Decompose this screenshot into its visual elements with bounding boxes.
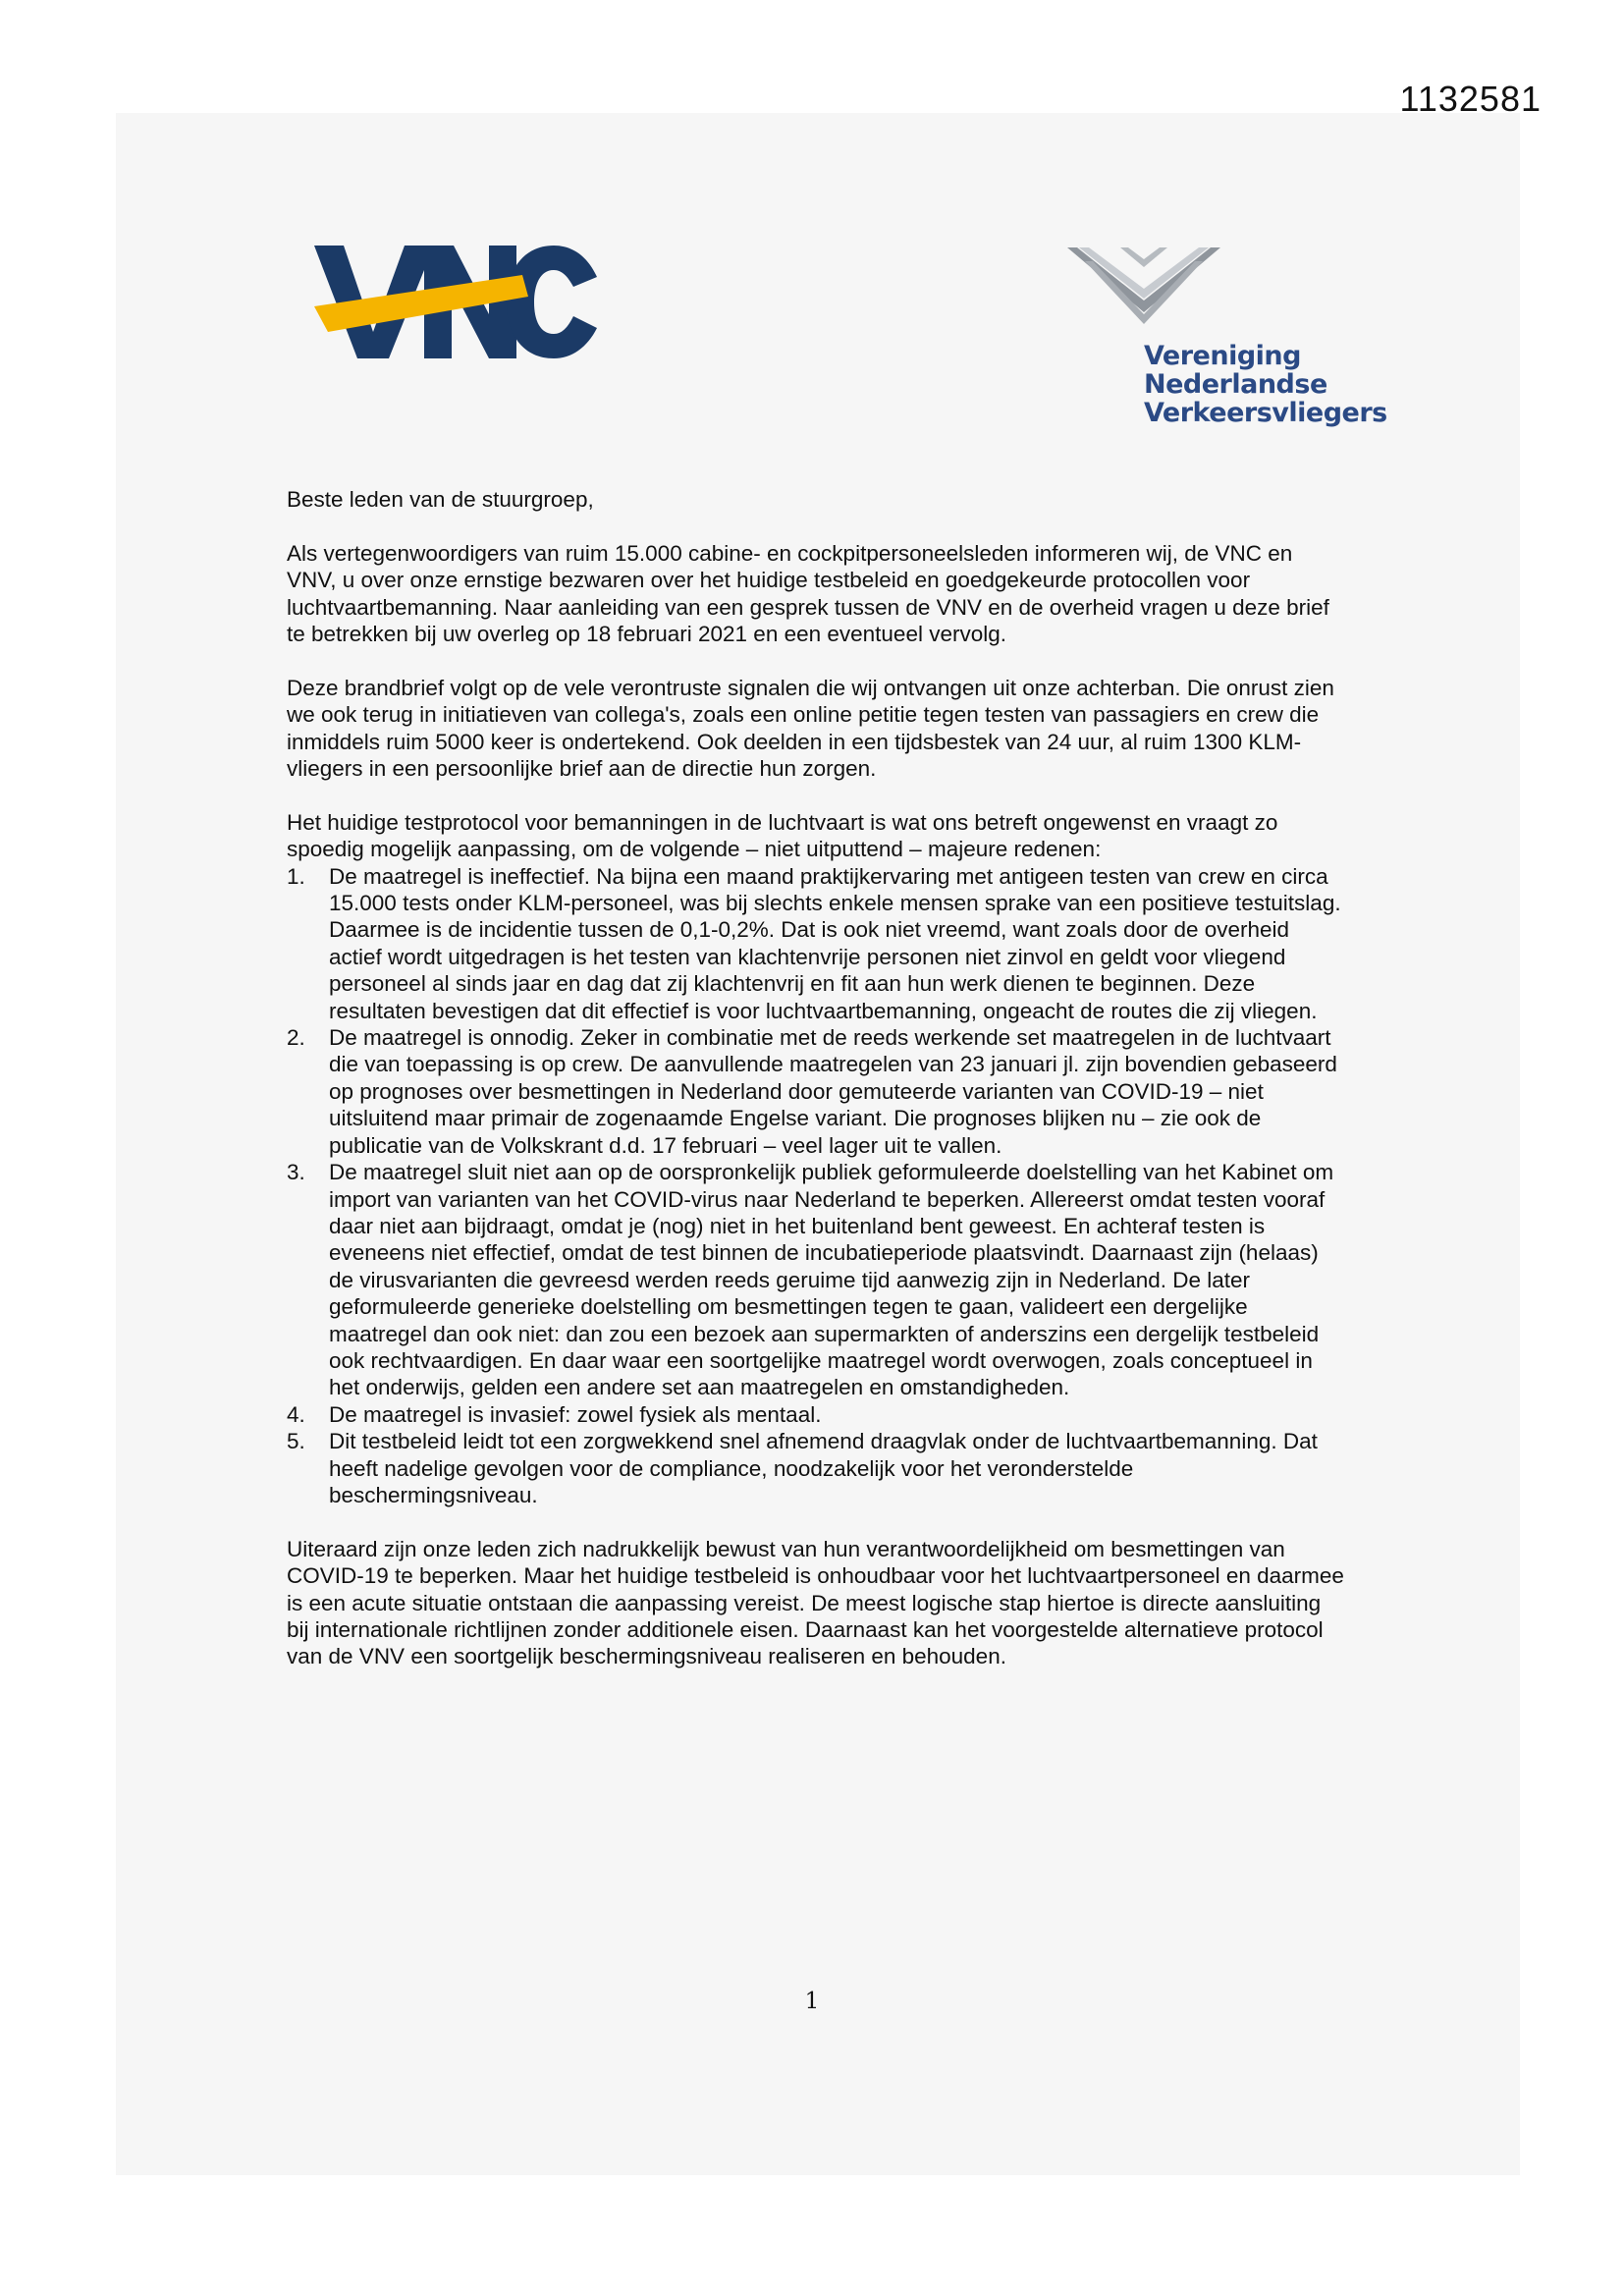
- list-item: [287, 1024, 1347, 1159]
- list-item-text: De maatregel sluit niet aan op de oorspronkelijk publiek geformuleerde doelstelling van het Kabinet om import van varianten van het COVID-virus naar Nederland te beperken. Allereerst omdat testen vooraf daar niet aan bijdraagt, omdat je (nog) niet in het buitenland bent geweest. En achteraf testen is eveneens niet effectief, omdat de test binnen de incubatieperiode plaatsvindt. Daarnaast zijn (helaas) de virusvarianten die gevreesd werden reeds geruime tijd aanwezig zijn in Nederland. De later geformuleerde generieke doelstelling om besmettingen tegen te gaan, valideert een dergelijke maatregel dan ook niet: dan zou een bezoek aan supermarkten of anderszins een dergelijk testbeleid ook rechtvaardigen. En daar waar een soortgelijke maatregel wordt overwogen, zoals conceptueel in het onderwijs, gelden een andere set aan maatregelen en omstandigheden.: [329, 1160, 1334, 1400]
- vnc-logo: [314, 246, 599, 358]
- paragraph-signals: Deze brandbrief volgt op de vele verontruste signalen die wij ontvangen uit onze achterban. Die onrust zien we ook terug in initiatieven van collega's, zoals een online petitie tegen testen van passagiers en crew die inmiddels ruim 5000 keer is ondertekend. Ook deelden in een tijdsbestek van 24 uur, al ruim 1300 KLM-vliegers in een persoonlijke brief aan de directie hun zorgen.: [287, 675, 1334, 782]
- letter-body: [287, 486, 1347, 1697]
- vnc-logo-c-shape: [507, 246, 597, 358]
- vnv-logo-line: Vereniging: [1144, 341, 1301, 371]
- vnv-logo-wordmark: [1144, 342, 1387, 427]
- vnv-logo-line: Verkeersvliegers: [1144, 398, 1387, 428]
- list-item: [287, 1159, 1347, 1401]
- list-item-text: Dit testbeleid leidt tot een zorgwekkend snel afnemend draagvlak onder de luchtvaartbemanning. Dat heeft nadelige gevolgen voor de compliance, noodzakelijk voor het veronderstelde beschermingsniveau.: [329, 1429, 1318, 1507]
- list-item-text: De maatregel is onnodig. Zeker in combinatie met de reeds werkende set maatregelen in de luchtvaart die van toepassing is op crew. De aanvullende maatregelen van 23 januari jl. zijn bovendien gebaseerd op prognoses over besmettingen in Nederland door gemuteerde varianten van COVID-19 – niet uitsluitend maar primair de zogenaamde Engelse variant. Die prognoses blijken nu – zie ook de publicatie van de Volkskrant d.d. 17 februari – veel lager uit te vallen.: [329, 1025, 1337, 1158]
- list-item-text: De maatregel is ineffectief. Na bijna een maand praktijkervaring met antigeen testen van crew en circa 15.000 tests onder KLM-personeel, was bij slechts enkele mensen sprake van een positieve testuitslag. Daarmee is de incidentie tussen de 0,1-0,2%. Dat is ook niet vreemd, want zoals door de overheid actief wordt uitgedragen is het testen van klachtenvrije personen niet zinvol en geldt voor vliegend personeel al sinds jaar en dag dat zij klachtenvrij en fit aan hun werk dienen te beginnen. Deze resultaten bevestigen dat dit effectief is voor luchtvaartbemanning, ongeacht de routes die zij vliegen.: [329, 863, 1341, 1023]
- paragraph-conclusion: Uiteraard zijn onze leden zich nadrukkelijk bewust van hun verantwoordelijkheid om besmettingen van COVID-19 te beperken. Maar het huidige testbeleid is onhoudbaar voor het luchtvaartpersoneel en daarmee is een acute situatie ontstaan die aanpassing vereist. De meest logische stap hiertoe is directe aansluiting bij internationale richtlijnen zonder additionele eisen. Daarnaast kan het voorgestelde alternatieve protocol van de VNV een soortgelijk beschermingsniveau realiseren en behouden.: [287, 1536, 1344, 1669]
- paragraph-intro: Als vertegenwoordigers van ruim 15.000 cabine- en cockpitpersoneelsleden informeren wij, de VNC en VNV, u over onze ernstige bezwaren over het huidige testbeleid en goedgekeurde protocollen voor luchtvaartbemanning. Naar aanleiding van een gesprek tussen de VNV en de overheid vragen u deze brief te betrekken bij uw overleg op 18 februari 2021 en een eventueel vervolg.: [287, 540, 1329, 647]
- vnv-logo-line: Nederlandse: [1144, 369, 1327, 400]
- list-item-number: 3.: [287, 1160, 305, 1185]
- salutation: Beste leden van de stuurgroep,: [287, 487, 594, 512]
- vnv-logo: [1065, 244, 1387, 440]
- list-item: [287, 863, 1347, 1024]
- list-item-number: 4.: [287, 1401, 305, 1427]
- list-item-number: 5.: [287, 1429, 305, 1454]
- list-item: [287, 1401, 1347, 1428]
- list-item-number: 2.: [287, 1025, 305, 1051]
- paragraph-reasons-intro: Het huidige testprotocol voor bemanningen in de luchtvaart is wat ons betreft ongewenst en vraagt zo spoedig mogelijk aanpassing, om de volgende – niet uitputtend – majeure redenen:: [287, 809, 1278, 862]
- vnv-chevron-icon: [1065, 244, 1222, 332]
- list-item-number: 1.: [287, 863, 305, 889]
- list-item-text: De maatregel is invasief: zowel fysiek als mentaal.: [329, 1401, 822, 1427]
- document-id-number: 1132581: [1399, 79, 1542, 119]
- page-number: 1: [804, 1989, 820, 2014]
- reasons-list: [287, 863, 1347, 1509]
- list-item: [287, 1428, 1347, 1508]
